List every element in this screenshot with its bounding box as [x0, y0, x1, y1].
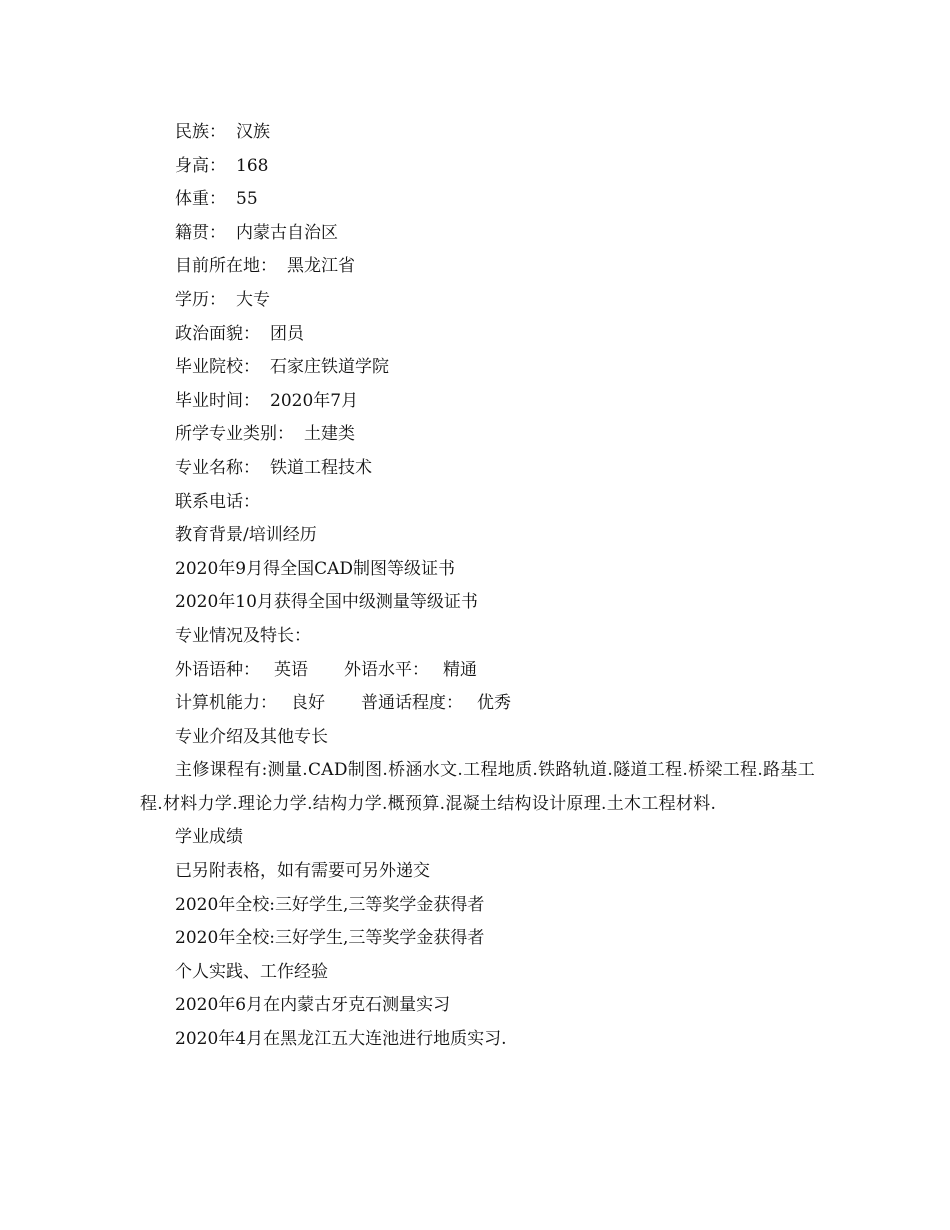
skill-label: 普通话程度：	[361, 693, 463, 714]
skills-computer-row	[140, 687, 815, 721]
info-label: 政治面貌：	[175, 323, 260, 344]
info-label: 联系电话：	[175, 491, 260, 512]
info-education	[140, 284, 815, 318]
info-political-status	[140, 318, 815, 352]
info-label: 籍贯：	[175, 222, 226, 243]
info-label: 所学专业类别：	[175, 424, 294, 445]
education-item: 2020年10月获得全国中级测量等级证书	[175, 592, 478, 613]
info-value: 55	[236, 189, 258, 210]
info-label: 目前所在地：	[175, 256, 277, 277]
skills-heading: 专业情况及特长：	[175, 625, 311, 646]
skills-language-row	[140, 654, 815, 688]
info-label: 毕业院校：	[175, 357, 260, 378]
skill-label: 计算机能力：	[175, 693, 277, 714]
info-value: 汉族	[236, 122, 270, 142]
info-current-location	[140, 250, 815, 284]
info-value: 168	[236, 155, 269, 176]
info-value: 铁道工程技术	[270, 457, 372, 478]
experience-item: 2020年6月在内蒙古牙克石测量实习	[175, 995, 451, 1016]
courses-paragraph: 主修课程有:测量.CAD制图.桥涵水文.工程地质.铁路轨道.隧道工程.桥梁工程.路基工程.材料力学.理论力学.结构力学.概预算.混凝土结构设计原理.土木工程材料.	[140, 760, 815, 814]
academics-heading: 学业成绩	[175, 827, 243, 848]
experience-heading: 个人实践、工作经验	[175, 961, 328, 982]
info-label: 民族：	[175, 122, 226, 142]
skill-value: 良好	[291, 693, 325, 714]
info-weight	[140, 183, 815, 217]
info-label: 身高：	[175, 155, 226, 176]
education-item: 2020年9月得全国CAD制图等级证书	[175, 558, 455, 579]
info-value: 2020年7月	[270, 390, 359, 411]
info-label: 专业名称：	[175, 457, 260, 478]
info-major-category	[140, 418, 815, 452]
education-heading: 教育背景/培训经历	[175, 525, 317, 546]
info-graduation-time	[140, 385, 815, 419]
info-value: 石家庄铁道学院	[270, 357, 389, 378]
info-value: 团员	[270, 323, 304, 344]
skill-value: 精通	[443, 659, 477, 680]
info-native-place	[140, 217, 815, 251]
info-major-name	[140, 452, 815, 486]
skill-label: 外语语种：	[175, 659, 260, 680]
info-ethnicity	[140, 116, 815, 150]
academics-note: 已另附表格，如有需要可另外递交	[175, 861, 430, 882]
experience-item: 2020年4月在黑龙江五大连池进行地质实习.	[175, 1029, 507, 1050]
skill-value: 优秀	[477, 693, 511, 714]
info-label: 体重：	[175, 189, 226, 210]
skill-value: 英语	[274, 659, 308, 680]
resume-body	[140, 116, 815, 1057]
info-school	[140, 351, 815, 385]
skill-label: 外语水平：	[344, 659, 429, 680]
info-value: 大专	[236, 289, 270, 310]
award-item: 2020年全校:三好学生,三等奖学金获得者	[175, 894, 485, 915]
profile-heading: 专业介绍及其他专长	[175, 726, 328, 747]
info-value: 黑龙江省	[287, 256, 355, 277]
info-label: 学历：	[175, 289, 226, 310]
award-item: 2020年全校:三好学生,三等奖学金获得者	[175, 928, 485, 949]
info-height	[140, 150, 815, 184]
info-value: 内蒙古自治区	[236, 222, 338, 243]
info-label: 毕业时间：	[175, 390, 260, 411]
info-phone	[140, 486, 815, 520]
info-value: 土建类	[304, 424, 355, 445]
